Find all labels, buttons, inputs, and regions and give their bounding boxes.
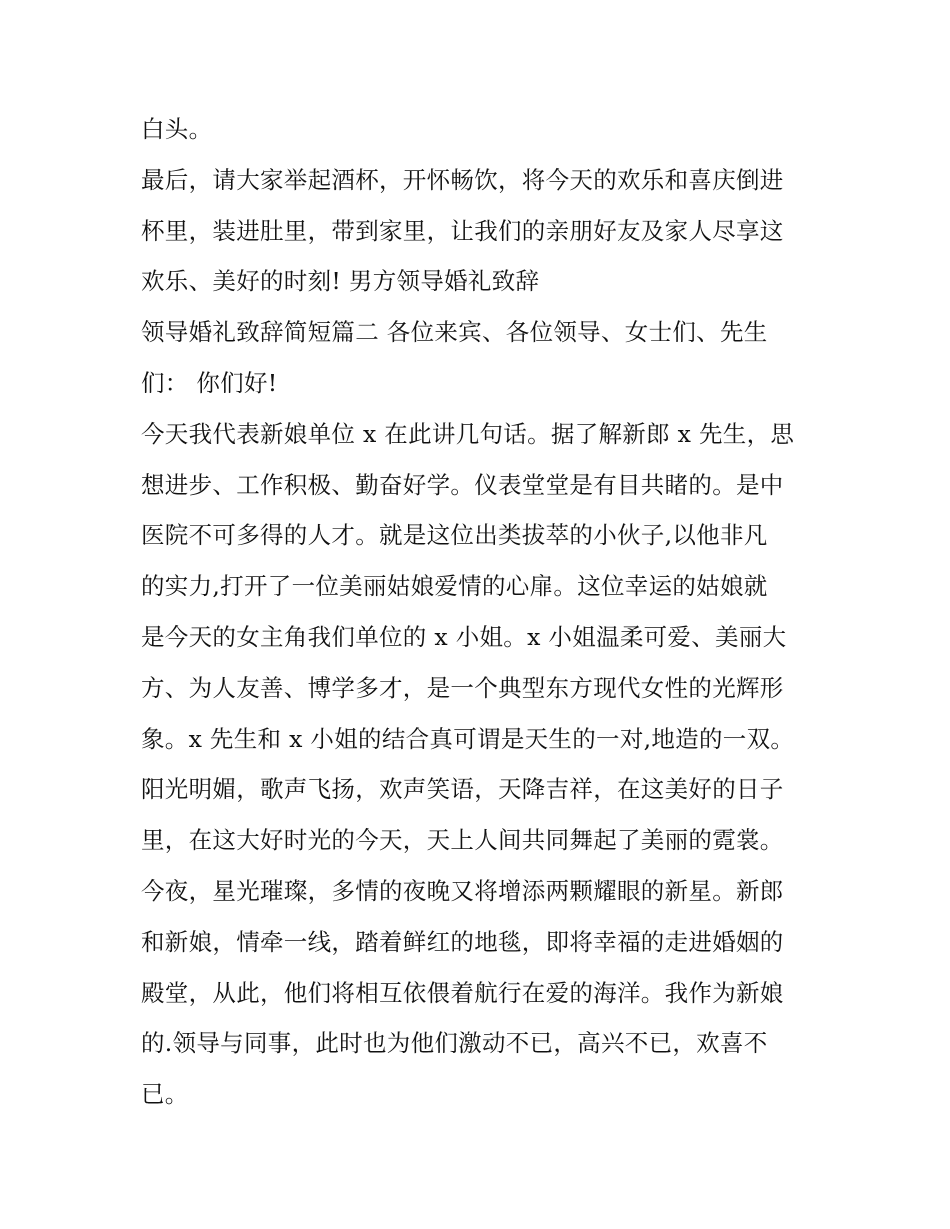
text-line: 白头。 <box>141 115 213 143</box>
text-line: 的.领导与同事，此时也为他们激动不已，高兴不已，欢喜不 <box>141 1029 768 1058</box>
text-line: 里，在这大好时光的今天，天上人间共同舞起了美丽的霓裳。 <box>141 826 784 855</box>
text-line: 们： 你们好! <box>141 368 278 397</box>
text-line: 已。 <box>141 1080 189 1109</box>
text-line: 的实力,打开了一位美丽姑娘爱情的心扉。这位幸运的姑娘就 <box>141 572 768 601</box>
text-line: 欢乐、美好的时刻! 男方领导婚礼致辞 <box>141 267 540 296</box>
text-line: 殿堂，从此，他们将相互依偎着航行在爱的海洋。我作为新娘 <box>141 978 784 1007</box>
text-line: 今夜，星光璀璨，多情的夜晚又将增添两颗耀眼的新星。新郎 <box>141 876 784 905</box>
text-line: 医院不可多得的人才。就是这位出类拔萃的小伙子,以他非凡 <box>141 521 768 550</box>
document-body <box>141 104 813 1120</box>
text-line: 和新娘，情牵一线，踏着鲜红的地毯，即将幸福的走进婚姻的 <box>141 927 784 956</box>
text-line: 阳光明媚，歌声飞扬，欢声笑语，天降吉祥，在这美好的日子 <box>141 775 784 804</box>
text-line: 是今天的女主角我们单位的 x 小姐。x 小姐温柔可爱、美丽大 <box>141 622 787 651</box>
text-line: 最后，请大家举起酒杯，开怀畅饮，将今天的欢乐和喜庆倒进 <box>141 165 784 194</box>
text-line: 今天我代表新娘单位 x 在此讲几句话。据了解新郎 x 先生，思 <box>141 419 795 448</box>
text-line: 象。x 先生和 x 小姐的结合真可谓是天生的一对,地造的一双。 <box>141 724 795 753</box>
text-line: 杯里，装进肚里，带到家里，让我们的亲朋好友及家人尽享这 <box>141 216 784 245</box>
text-line: 领导婚礼致辞简短篇二 各位来宾、各位领导、女士们、先生 <box>141 318 768 347</box>
text-line: 想进步、工作积极、勤奋好学。仪表堂堂是有目共睹的。是中 <box>141 470 784 499</box>
text-line: 方、为人友善、博学多才，是一个典型东方现代女性的光辉形 <box>141 673 784 702</box>
